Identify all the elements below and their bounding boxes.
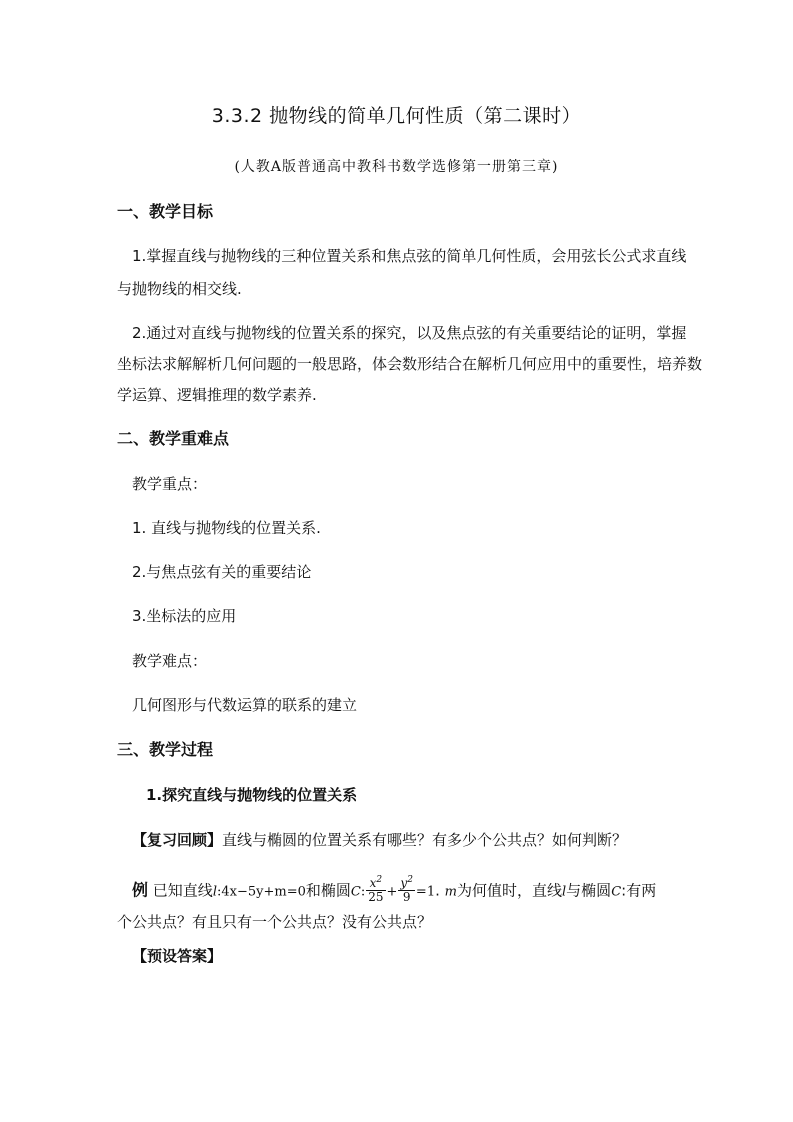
section-heading-goals: 一、教学目标	[117, 202, 214, 221]
review-paragraph	[132, 830, 627, 850]
fraction-x	[366, 874, 385, 904]
focus-item-3: 3.坐标法的应用	[132, 607, 237, 625]
example-label: 例	[132, 880, 149, 900]
example-line-1	[132, 876, 656, 906]
page-title: 3.3.2 抛物线的简单几何性质（第二课时）	[211, 105, 582, 127]
section-heading-key-points: 二、教学重难点	[117, 429, 230, 448]
line-name-2: l	[562, 884, 567, 900]
review-label: 【复习回顾】	[132, 831, 223, 849]
example-text-5: 与椭圆	[566, 881, 612, 900]
fraction-y-exponent: 2	[407, 875, 413, 885]
difficulty-text: 几何图形与代数运算的联系的建立	[132, 696, 358, 714]
focus-item-1: 1. 直线与抛物线的位置关系.	[132, 519, 321, 537]
goal-1-line-1: 1.掌握直线与抛物线的三种位置关系和焦点弦的简单几何性质，会用弦长公式求直线	[132, 247, 687, 265]
fraction-x-exponent: 2	[376, 875, 383, 885]
goal-2-line-3: 学运算、逻辑推理的数学素养.	[117, 386, 317, 404]
ellipse-name: C	[350, 884, 361, 900]
goal-2-line-1: 2.通过对直线与抛物线的位置关系的探究，以及焦点弦的有关重要结论的证明，掌握	[132, 324, 687, 342]
preset-answer-label: 【预设答案】	[132, 947, 223, 965]
example-text-1: 已知直线	[152, 881, 213, 900]
line-name: l	[212, 884, 217, 900]
equation-rhs: =1	[415, 884, 436, 900]
review-text: 直线与椭圆的位置关系有哪些？有多少个公共点？如何判断？	[222, 831, 628, 849]
goal-2-line-2: 坐标法求解解析几何问题的一般思路，体会数形结合在解析几何应用中的重要性，培养数	[117, 355, 703, 373]
m-variable: m	[444, 884, 457, 900]
fraction-x-denominator: 25	[368, 890, 384, 904]
example-line-2: 个公共点？有且只有一个公共点？没有公共点？	[117, 913, 433, 931]
ellipse-name-2: C	[611, 884, 622, 900]
focus-item-2: 2.与焦点弦有关的重要结论	[132, 563, 312, 581]
page-subtitle: (人教A版普通高中教科书数学选修第一册第三章)	[234, 159, 559, 175]
plus-sign: +	[386, 884, 398, 900]
difficulty-label: 教学难点：	[132, 652, 208, 670]
example-text-3: .	[435, 881, 440, 900]
line-equation: :4x−5y+m=0	[216, 884, 306, 900]
fraction-x-numerator: x	[369, 876, 377, 890]
goal-1-line-2: 与抛物线的相交线.	[117, 280, 242, 298]
example-text-6: :有两	[621, 881, 657, 900]
subsection-heading: 1.探究直线与抛物线的位置关系	[146, 786, 358, 804]
fraction-y-numerator: y	[400, 876, 408, 890]
section-heading-process: 三、教学过程	[117, 740, 214, 759]
ellipse-colon: :	[360, 884, 366, 900]
focus-label: 教学重点：	[132, 475, 208, 493]
fraction-y	[398, 874, 415, 904]
fraction-y-denominator: 9	[402, 890, 411, 904]
example-text-2: 和椭圆	[305, 881, 351, 900]
example-text-4: 为何值时，直线	[456, 881, 562, 900]
